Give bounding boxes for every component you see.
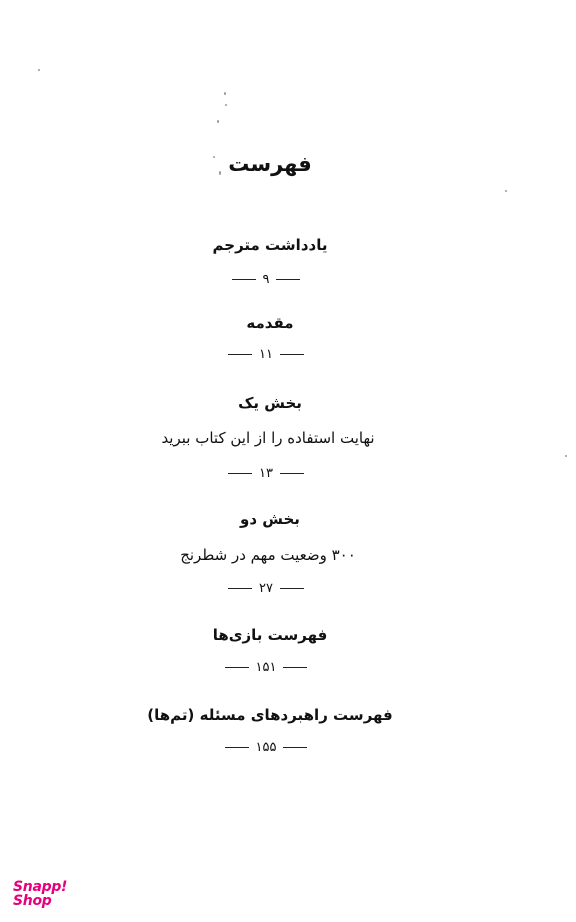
toc-entry-page-line: [0, 347, 532, 362]
toc-entry-heading-games-list: فهرست بازی‌ها: [212, 626, 328, 644]
toc-entry-page-line: [0, 466, 532, 481]
toc-entry-heading-themes-list: فهرست راهبردهای مسئله (تم‌ها): [147, 706, 393, 724]
dash-line: [228, 354, 252, 355]
toc-entry-heading-part-one: بخش یک: [238, 394, 302, 412]
toc-entry-page-number: ۹: [262, 272, 270, 287]
toc-entry-page-number: ۱۱: [259, 347, 273, 362]
toc-entry-page-line: [0, 581, 532, 596]
scan-speck: [224, 92, 226, 95]
logo-line-2: Shop: [13, 893, 52, 909]
logo-line-1: Snapp!: [13, 879, 68, 895]
scan-speck: [38, 69, 40, 71]
dash-line: [228, 473, 252, 474]
toc-entry-page-line: [0, 660, 532, 675]
dash-line: [280, 473, 304, 474]
dash-line: [280, 354, 304, 355]
scan-speck: [565, 455, 567, 457]
dash-line: [276, 279, 300, 280]
toc-entry-page-line: [0, 272, 532, 287]
scan-speck: [225, 104, 227, 106]
scan-speck: [217, 120, 219, 123]
scan-speck: [505, 190, 507, 192]
snapp-shop-logo: [13, 880, 67, 908]
toc-entry-page-line: [0, 740, 532, 755]
toc-entry-heading-introduction: مقدمه: [246, 314, 294, 332]
dash-line: [280, 588, 304, 589]
toc-entry-page-number: ۱۳: [259, 466, 273, 481]
toc-entry-heading-part-two: بخش دو: [240, 510, 300, 528]
toc-entry-page-number: ۱۵۵: [255, 740, 277, 755]
dash-line: [225, 667, 249, 668]
dash-line: [228, 588, 252, 589]
toc-entry-subtitle: نهایت استفاده را از این کتاب ببرید: [161, 429, 375, 447]
dash-line: [225, 747, 249, 748]
dash-line: [232, 279, 256, 280]
toc-entry-page-number: ۱۵۱: [255, 660, 277, 675]
toc-entry-page-number: ۲۷: [259, 581, 273, 596]
dash-line: [283, 667, 307, 668]
toc-entry-subtitle: ۳۰۰ وضعیت مهم در شطرنج: [180, 546, 356, 564]
toc-title: فهرست: [228, 152, 312, 176]
toc-entry-heading-translator-note: یادداشت مترجم: [212, 236, 328, 254]
dash-line: [283, 747, 307, 748]
